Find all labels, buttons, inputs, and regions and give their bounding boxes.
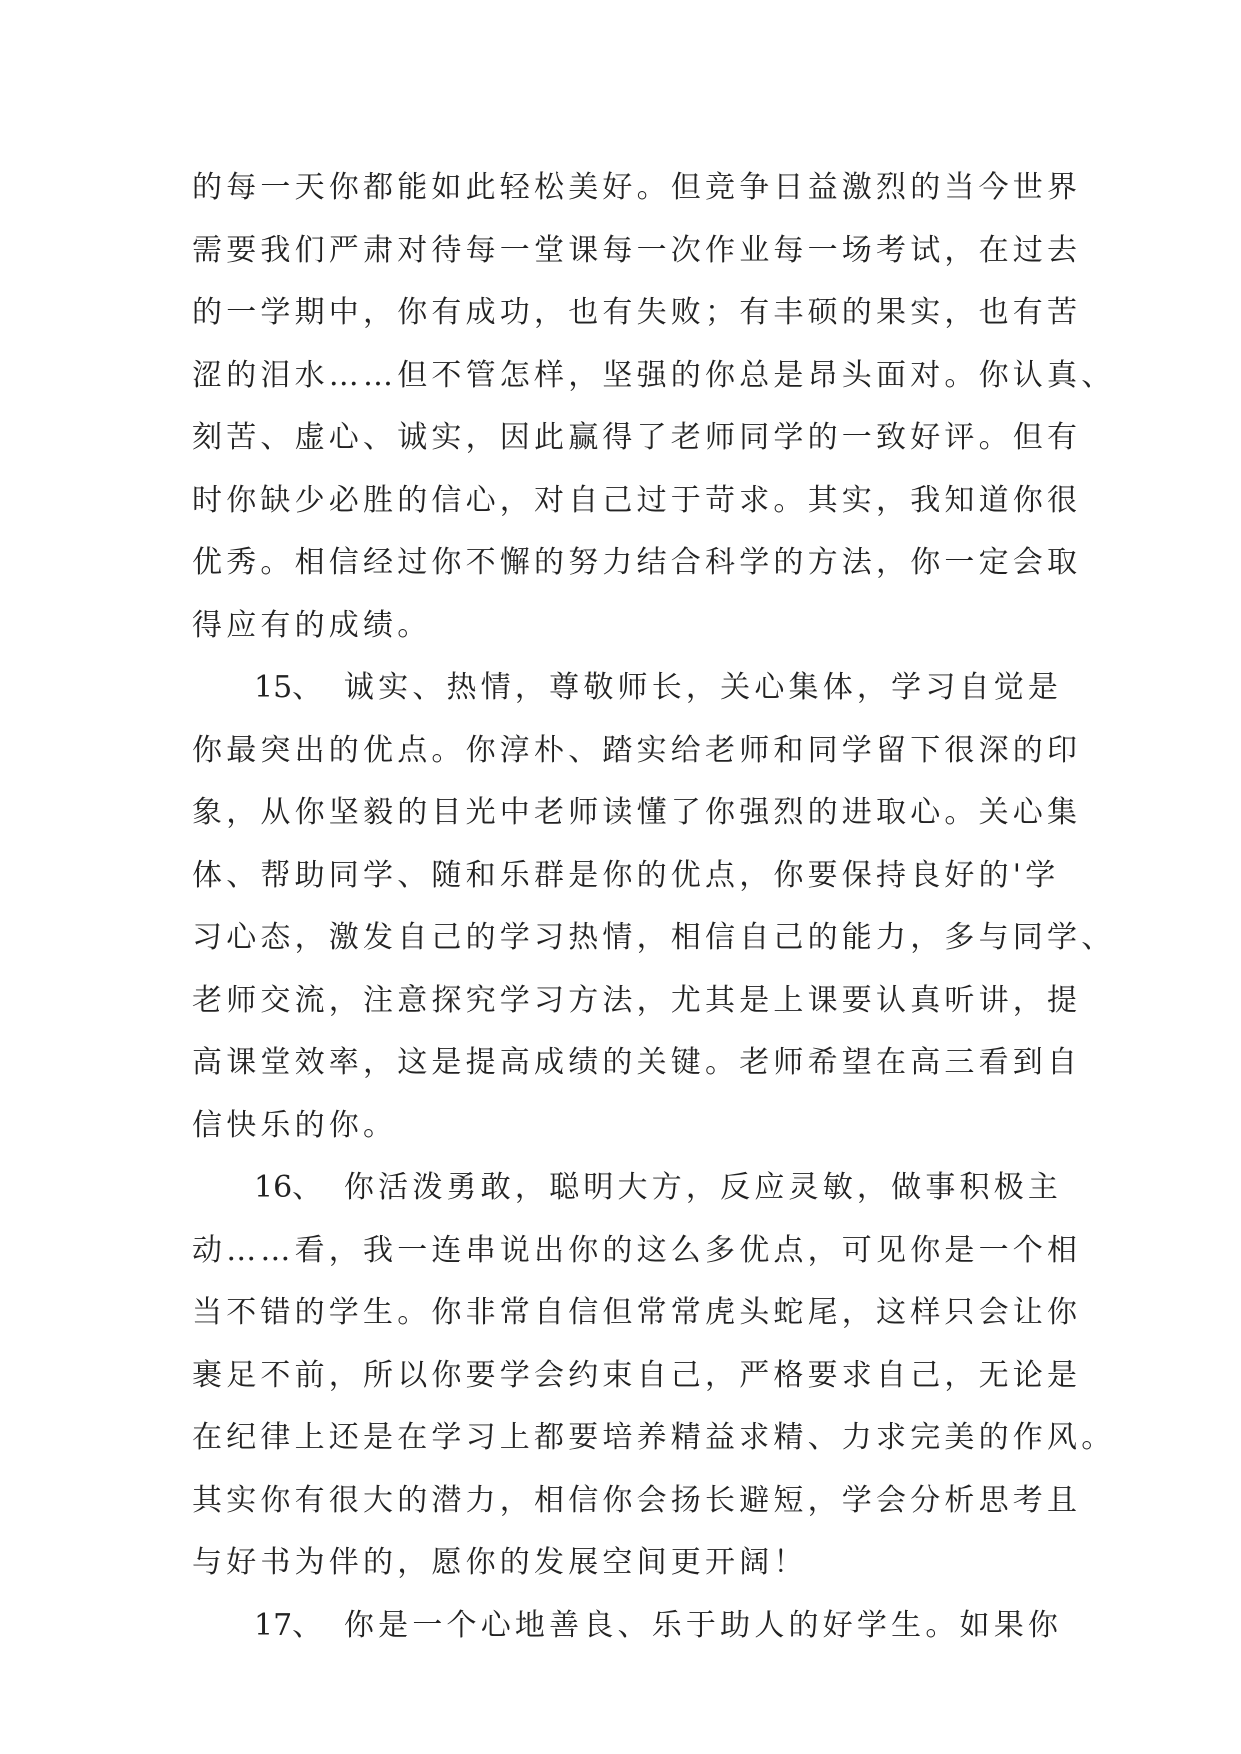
paragraph-number: 17、 xyxy=(254,1607,323,1643)
text-line: 裹足不前，所以你要学会约束自己，严格要求自己，无论是 xyxy=(192,1357,1082,1393)
paragraph-16 xyxy=(192,1157,1116,1595)
text-line: 的每一天你都能如此轻松美好。但竞争日益激烈的当今世界 xyxy=(192,170,1082,205)
text-line: 高课堂效率，这是提高成绩的关键。老师希望在高三看到自 xyxy=(192,1045,1082,1080)
text-line: 当不错的学生。你非常自信但常常虎头蛇尾，这样只会让你 xyxy=(192,1295,1082,1330)
paragraph-14-continued xyxy=(192,157,1116,657)
paragraph-15 xyxy=(192,657,1116,1157)
text-line-body: 诚实、热情，尊敬师长，关心集体，学习自觉是 xyxy=(330,670,1063,705)
text-line-body: 你是一个心地善良、乐于助人的好学生。如果你 xyxy=(330,1607,1063,1643)
paragraph-17 xyxy=(192,1595,1063,1658)
text-line-first xyxy=(192,1157,1063,1220)
text-line: 需要我们严肃对待每一堂课每一次作业每一场考试，在过去 xyxy=(192,232,1082,268)
text-line: 其实你有很大的潜力，相信你会扬长避短，学会分析思考且 xyxy=(192,1482,1082,1518)
paragraph-number: 16、 xyxy=(254,1170,323,1205)
document-body xyxy=(192,157,1116,1657)
paragraph-number: 15、 xyxy=(254,670,323,705)
text-line: 时你缺少必胜的信心，对自己过于苛求。其实，我知道你很 xyxy=(192,482,1082,518)
text-line: 你最突出的优点。你淳朴、踏实给老师和同学留下很深的印 xyxy=(192,732,1082,768)
text-line-first xyxy=(192,1595,1063,1658)
text-line: 的一学期中，你有成功，也有失败；有丰硕的果实，也有苦 xyxy=(192,295,1082,330)
text-line-first xyxy=(192,657,1063,720)
text-line: 在纪律上还是在学习上都要培养精益求精、力求完美的作风。 xyxy=(192,1420,1116,1455)
text-line: 优秀。相信经过你不懈的努力结合科学的方法，你一定会取 xyxy=(192,545,1082,580)
text-line: 动……看，我一连串说出你的这么多优点，可见你是一个相 xyxy=(192,1232,1082,1268)
text-line: 得应有的成绩。 xyxy=(192,607,432,643)
text-line: 象，从你坚毅的目光中老师读懂了你强烈的进取心。关心集 xyxy=(192,795,1082,830)
text-line: 老师交流，注意探究学习方法，尤其是上课要认真听讲，提 xyxy=(192,982,1082,1018)
text-line-body: 你活泼勇敢，聪明大方，反应灵敏，做事积极主 xyxy=(330,1170,1063,1205)
text-line: 与好书为伴的，愿你的发展空间更开阔！ xyxy=(192,1545,808,1580)
text-line: 习心态，激发自己的学习热情，相信自己的能力，多与同学、 xyxy=(192,920,1116,955)
text-line: 信快乐的你。 xyxy=(192,1107,398,1143)
text-line: 刻苦、虚心、诚实，因此赢得了老师同学的一致好评。但有 xyxy=(192,420,1082,455)
text-line: 涩的泪水……但不管怎样，坚强的你总是昂头面对。你认真、 xyxy=(192,357,1116,393)
text-line: 体、帮助同学、随和乐群是你的优点，你要保持良好的'学 xyxy=(192,857,1060,893)
